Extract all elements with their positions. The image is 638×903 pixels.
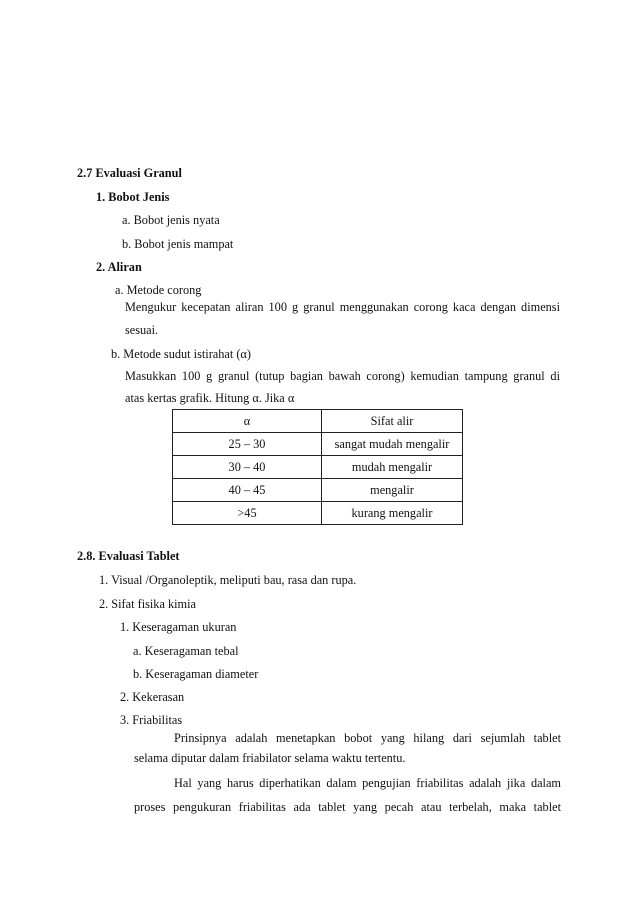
table-cell-alpha: 25 – 30 xyxy=(173,433,322,456)
friabilitas-paragraph2-line1: Hal yang harus diperhatikan dalam pengujian friabilitas adalah jika dalam xyxy=(174,776,561,790)
sifat-alir-table xyxy=(172,409,463,525)
item-visual-organoleptik: 1. Visual /Organoleptik, meliputi bau, rasa dan rupa. xyxy=(99,573,357,587)
section-heading-evaluasi-granul: 2.7 Evaluasi Granul xyxy=(77,166,182,180)
item-sifat-fisika-kimia: 2. Sifat fisika kimia xyxy=(99,597,196,611)
subitem-metode-corong: a. Metode corong xyxy=(115,283,202,297)
table-cell-alpha: 30 – 40 xyxy=(173,456,322,479)
subitem-friabilitas: 3. Friabilitas xyxy=(120,713,183,727)
friabilitas-paragraph1-line2: selama diputar dalam friabilator selama waktu tertentu. xyxy=(134,751,406,765)
table-row xyxy=(173,456,463,479)
table-header-sifat-alir: Sifat alir xyxy=(322,410,463,433)
subitem-keseragaman-ukuran: 1. Keseragaman ukuran xyxy=(120,620,237,634)
metode-corong-text-line2: sesuai. xyxy=(125,323,159,337)
friabilitas-paragraph2-line2: proses pengukuran friabilitas ada tablet yang pecah atau terbelah, maka tablet xyxy=(134,800,561,814)
subitem-bobot-jenis-mampat: b. Bobot jenis mampat xyxy=(122,237,234,251)
table-cell-alpha: 40 – 45 xyxy=(173,479,322,502)
subitem-keseragaman-diameter: b. Keseragaman diameter xyxy=(133,667,259,681)
item-bobot-jenis: 1. Bobot Jenis xyxy=(96,190,170,204)
table-cell-alpha: >45 xyxy=(173,502,322,525)
section-heading-evaluasi-tablet: 2.8. Evaluasi Tablet xyxy=(77,549,180,563)
metode-sudut-text-line1: Masukkan 100 g granul (tutup bagian bawah corong) kemudian tampung granul di xyxy=(125,369,560,383)
table-cell-sifat: mudah mengalir xyxy=(322,456,463,479)
table-cell-sifat: sangat mudah mengalir xyxy=(322,433,463,456)
table-row xyxy=(173,433,463,456)
subitem-metode-sudut-istirahat: b. Metode sudut istirahat (α) xyxy=(111,347,251,361)
table-cell-sifat: kurang mengalir xyxy=(322,502,463,525)
subitem-keseragaman-tebal: a. Keseragaman tebal xyxy=(133,644,239,658)
subitem-kekerasan: 2. Kekerasan xyxy=(120,690,185,704)
friabilitas-paragraph1-line1: Prinsipnya adalah menetapkan bobot yang hilang dari sejumlah tablet xyxy=(174,731,561,745)
item-aliran: 2. Aliran xyxy=(96,260,142,274)
table-header-alpha: α xyxy=(173,410,322,433)
table-header-row xyxy=(173,410,463,433)
table-row xyxy=(173,479,463,502)
table-row xyxy=(173,502,463,525)
table-cell-sifat: mengalir xyxy=(322,479,463,502)
subitem-bobot-jenis-nyata: a. Bobot jenis nyata xyxy=(122,213,220,227)
metode-sudut-text-line2: atas kertas grafik. Hitung α. Jika α xyxy=(125,391,295,405)
metode-corong-text-line1: Mengukur kecepatan aliran 100 g granul menggunakan corong kaca dengan dimensi xyxy=(125,300,560,314)
